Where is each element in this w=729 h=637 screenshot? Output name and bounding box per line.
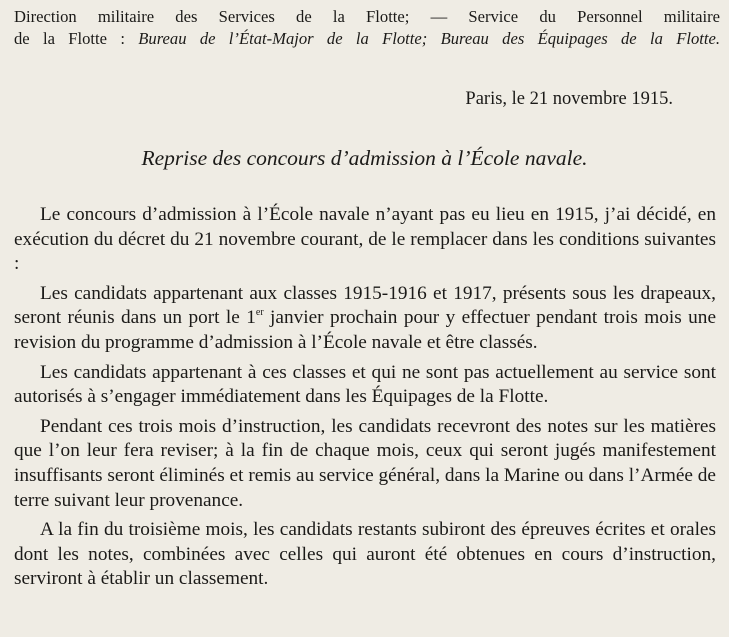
paragraph-2: [14, 282, 716, 356]
header-line-1: Direction militaire des Services de la Flotte; — Service du Personnel militaire: [14, 7, 720, 26]
header-line-2-prefix: de la Flotte :: [14, 29, 139, 48]
paragraph-2-text-before: Les candidats appartenant aux classes 1915-1916 et 1917, présents sous les drapeaux, seront réunis dans un port le 1: [14, 282, 716, 329]
dateline: Paris, le 21 novembre 1915.: [465, 89, 673, 109]
document-body: [14, 203, 716, 597]
ordinal-superscript: er: [255, 307, 264, 319]
paragraph-2-text-after: janvier prochain pour y effectuer pendant trois mois une revision du programme d’admission à l’École navale et être classés.: [14, 307, 716, 353]
paragraph-4: Pendant ces trois mois d’instruction, les candidats recevront des notes sur les matières que l’on leur fera reviser; à la fin de chaque mois, ceux qui seront jugés manifestement insuffisants seront éliminés et remis au service général, dans la Marine ou dans l’Armée de terre suivant leur provenance.: [14, 415, 716, 511]
header-line-2-italic: Bureau de l’État-Major de la Flotte; Bureau des Équipages de la Flotte.: [138, 29, 720, 48]
paragraph-3: Les candidats appartenant à ces classes et qui ne sont pas actuellement au service sont autorisés à s’engager immédiatement dans les Équipages de la Flotte.: [14, 361, 716, 408]
document-title: Reprise des concours d’admission à l’École navale.: [141, 146, 588, 170]
document-header: [14, 6, 720, 50]
header-line-2: [14, 28, 720, 50]
paragraph-1: Le concours d’admission à l’École navale n’ayant pas eu lieu en 1915, j’ai décidé, en exécution du décret du 21 novembre courant, de le remplacer dans les conditions suivantes :: [14, 204, 716, 275]
paragraph-5: A la fin du troisième mois, les candidats restants subiront des épreuves écrites et orales dont les notes, combinées avec celles qui auront été obtenues en cours d’instruction, serviront à établir un classement.: [14, 519, 716, 590]
